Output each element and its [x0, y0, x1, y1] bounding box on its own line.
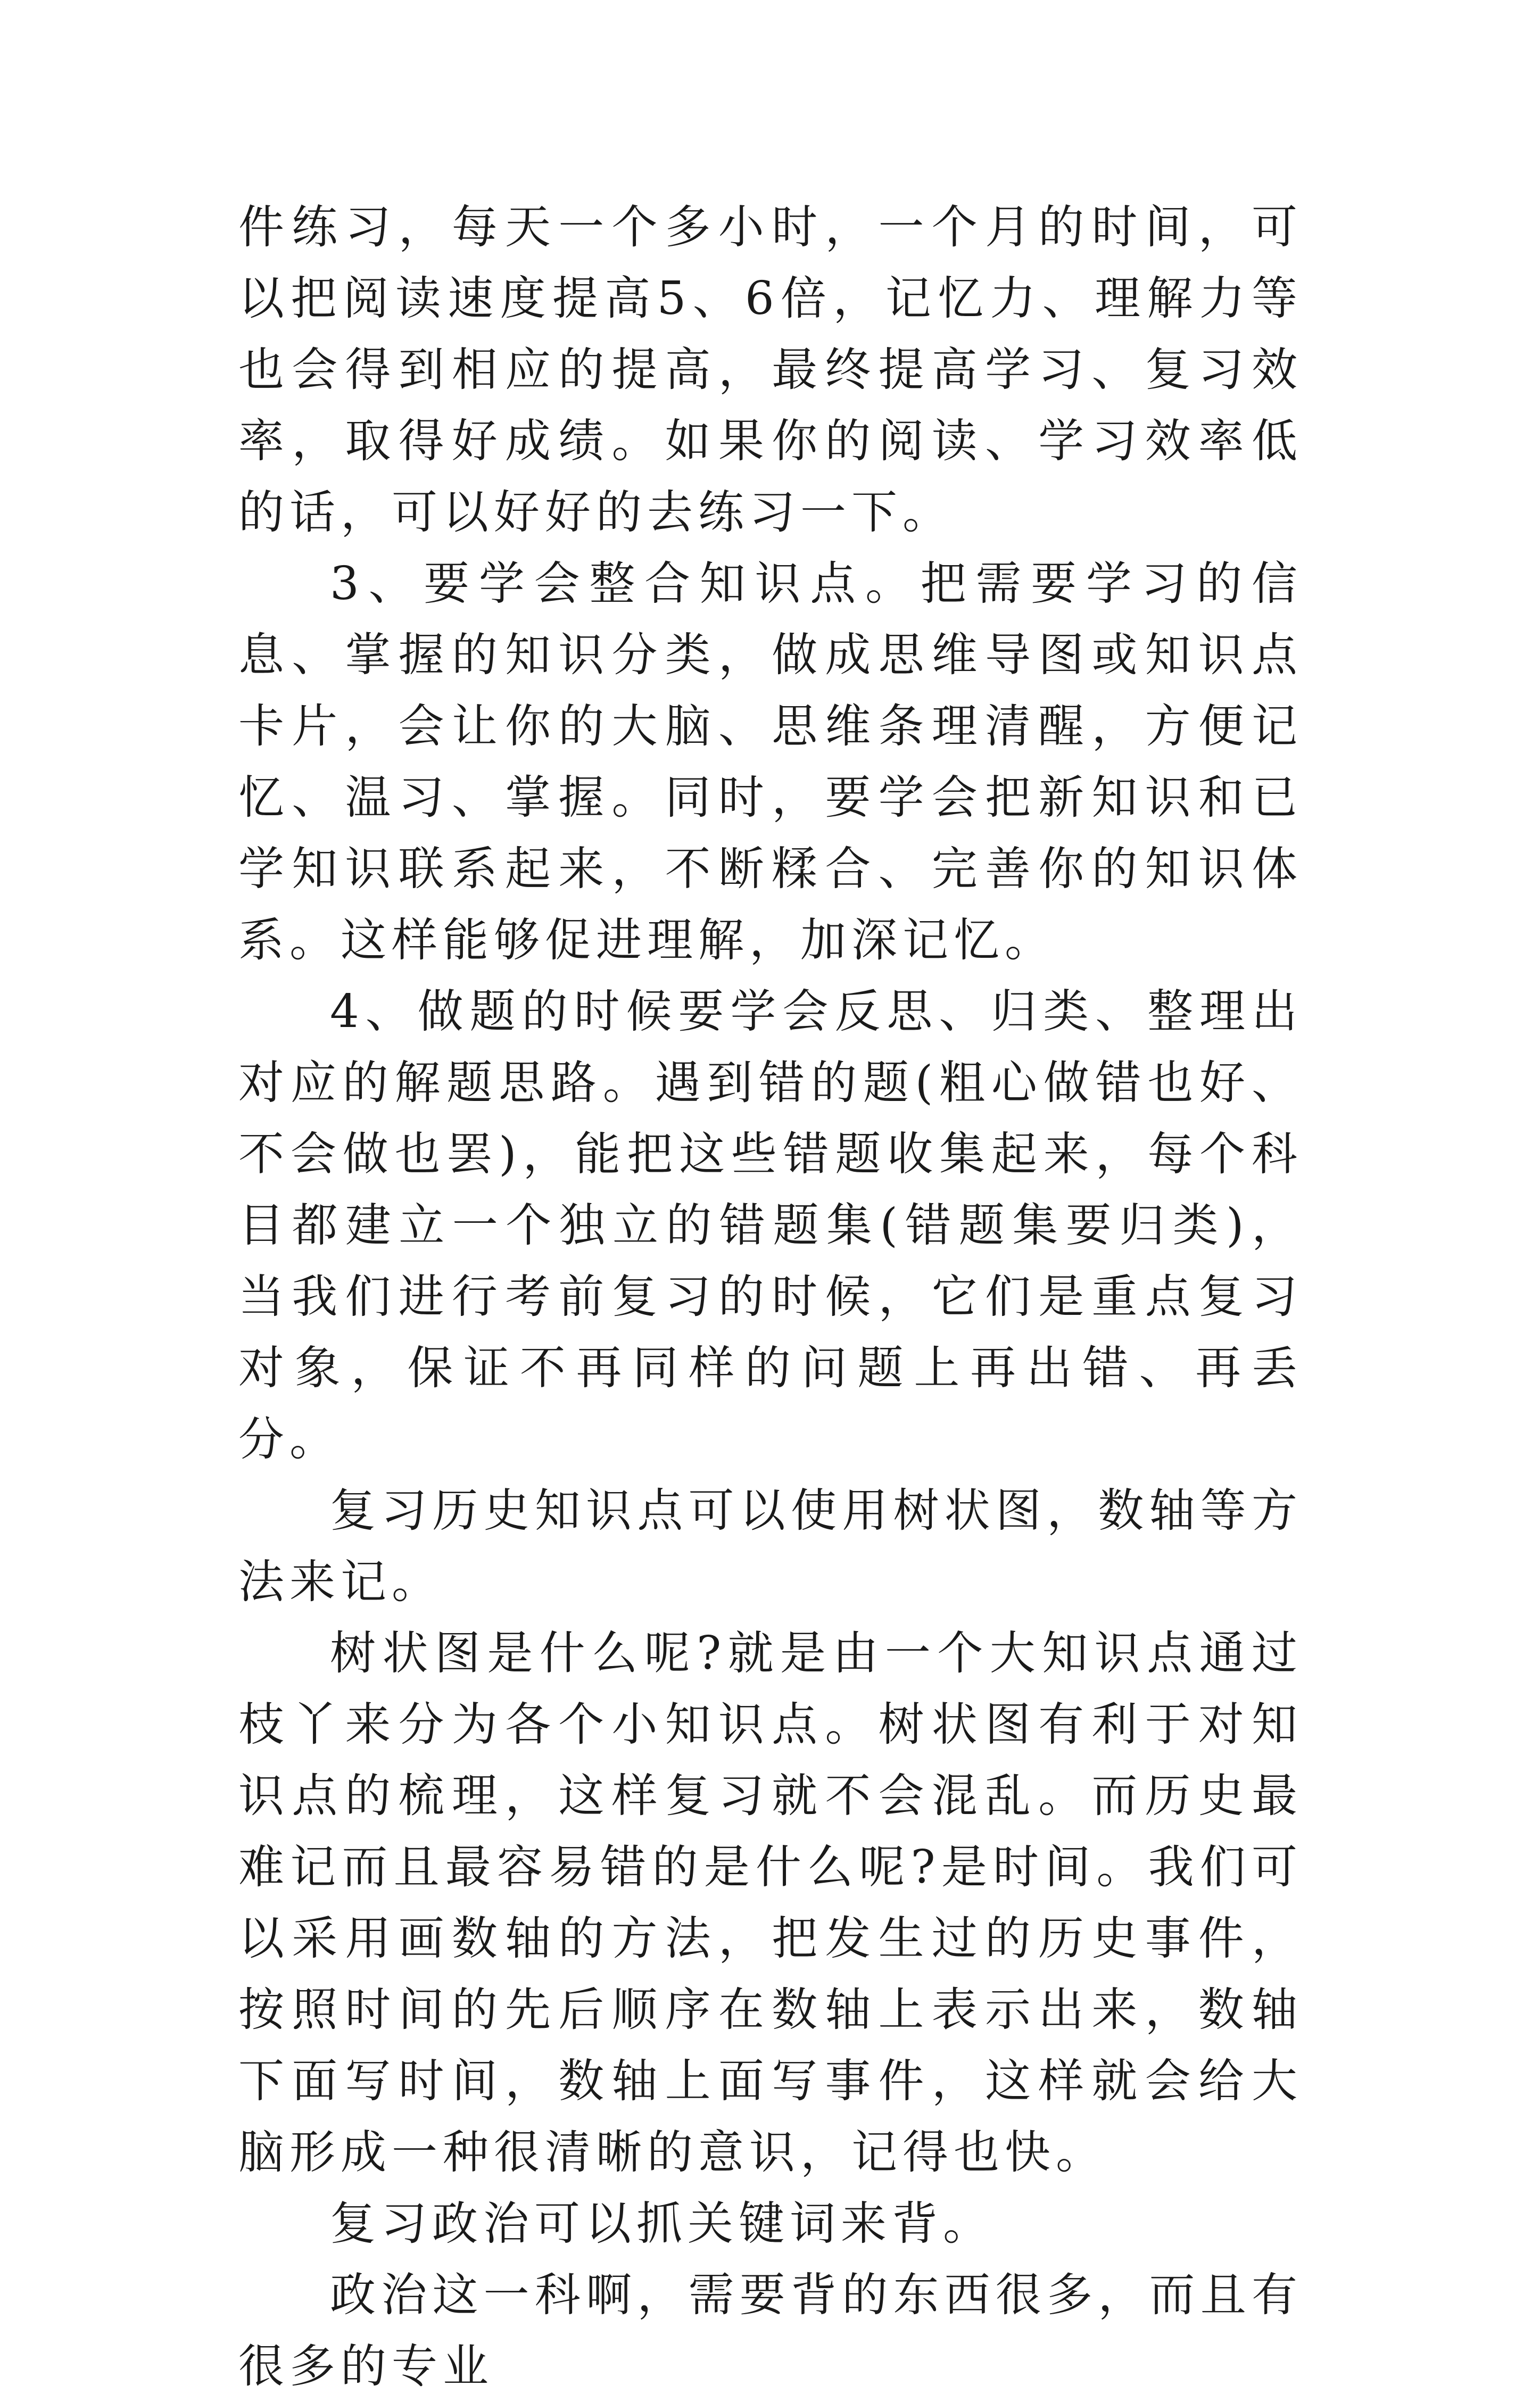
- paragraph-integrate-knowledge: 3、要学会整合知识点。把需要学习的信息、掌握的知识分类，做成思维导图或知识点卡片，会让你的大脑、思维条理清醒，方便记忆、温习、掌握。同时，要学会把新知识和已学知识联系起来，不断糅合、完善你的知识体系。这样能够促进理解，加深记忆。: [238, 557, 1303, 967]
- paragraph-history-methods: 复习历史知识点可以使用树状图，数轴等方法来记。: [238, 1484, 1303, 1609]
- paragraph-politics-intro: 政治这一科啊，需要背的东西很多，而且有很多的专业: [238, 2268, 1303, 2393]
- paragraph-error-collection: 4、做题的时候要学会反思、归类、整理出对应的解题思路。遇到错的题(粗心做错也好、不会做也罢)，能把这些错题收集起来，每个科目都建立一个独立的错题集(错题集要归类)，当我们进行考前复习的时候，它们是重点复习对象，保证不再同样的问题上再出错、再丢分。: [238, 985, 1303, 1466]
- paragraph-reading-practice: 件练习，每天一个多小时，一个月的时间，可以把阅读速度提高5、6倍，记忆力、理解力等也会得到相应的提高，最终提高学习、复习效率，取得好成绩。如果你的阅读、学习效率低的话，可以好好的去练习一下。: [238, 201, 1303, 539]
- document-body: [238, 192, 1303, 2402]
- paragraph-tree-diagram-timeline: 树状图是什么呢?就是由一个大知识点通过枝丫来分为各个小知识点。树状图有利于对知识点的梳理，这样复习就不会混乱。而历史最难记而且最容易错的是什么呢?是时间。我们可以采用画数轴的方法，把发生过的历史事件，按照时间的先后顺序在数轴上表示出来，数轴下面写时间，数轴上面写事件，这样就会给大脑形成一种很清晰的意识，记得也快。: [238, 1627, 1303, 2179]
- paragraph-politics-keywords: 复习政治可以抓关键词来背。: [330, 2197, 994, 2250]
